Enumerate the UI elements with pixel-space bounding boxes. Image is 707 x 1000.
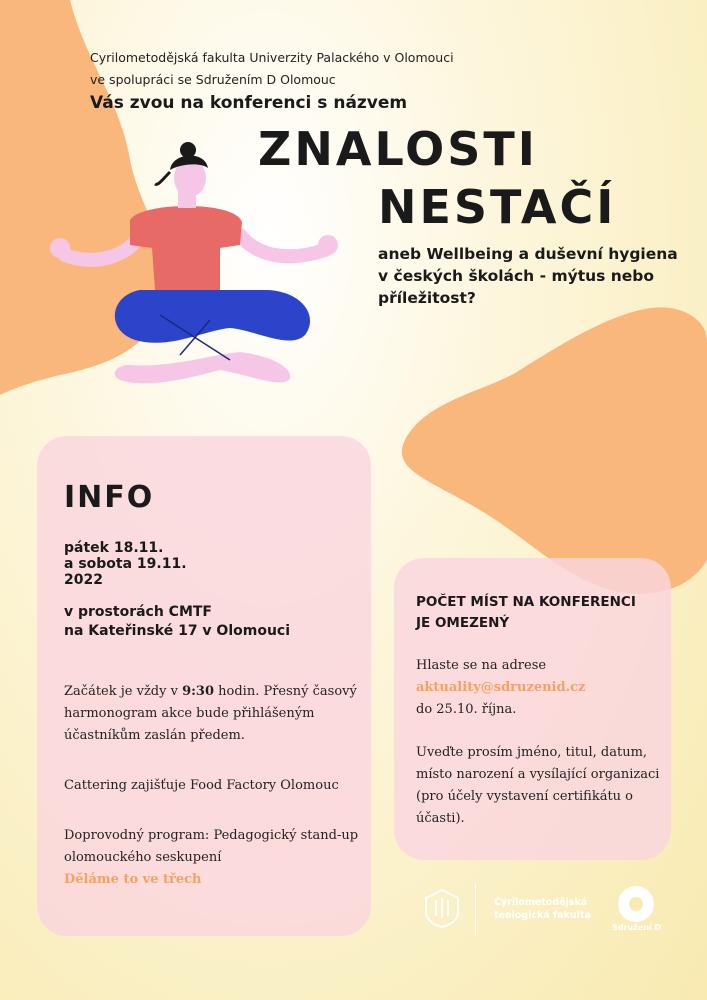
program-text: Doprovodný program: Pedagogický stand-up olomouckého seskupení (64, 828, 359, 865)
registration-details: Uveďte prosím jméno, titul, datum, místo narození a vysílající organizaci (pro účely vystavení certifikátu o účasti). (416, 745, 660, 826)
title-line-2: NESTAČÍ (378, 180, 617, 234)
faculty-logo-line-2: teologická fakulta (494, 910, 591, 921)
date-line-2: a sobota 19.11. (64, 556, 187, 572)
start-prefix: Začátek je vždy v (64, 684, 183, 699)
date-line-3: 2022 (64, 572, 103, 588)
contact-prefix: Hlaste se na adrese (416, 658, 547, 673)
email-link[interactable]: aktuality@sdruzenid.cz (416, 680, 586, 695)
date-line-1: pátek 18.11. (64, 540, 164, 556)
sdruzeni-d-logo-text: Sdružení D (612, 923, 662, 932)
subtitle: aneb Wellbeing a duševní hygiena v českých školách - mýtus nebo příležitost? (378, 245, 678, 307)
program-group-link[interactable]: Děláme to ve třech (64, 872, 202, 887)
deadline: do 25.10. října. (416, 702, 517, 717)
event-dates (64, 540, 187, 588)
intro-faculty: Cyrilometodějská fakulta Univerzity Palackého v Olomouci (90, 50, 454, 65)
place-line-1: v prostorách CMTF (64, 604, 212, 620)
faculty-logo-line-1: Cyrilometodějská (494, 897, 588, 908)
sdruzeni-d-logo-icon (616, 884, 656, 924)
start-suffix: hodin. Přesný časový harmonogram akce bude přihlášeným účastníkům zaslán předem. (64, 684, 357, 743)
program-info (64, 825, 364, 891)
event-place (64, 603, 290, 641)
catering-info: Cattering zajišťuje Food Factory Olomouc (64, 778, 339, 793)
registration-heading-line-1: POČET MÍST NA KONFERENCI (416, 594, 636, 610)
registration-heading (416, 592, 661, 634)
start-time: 9:30 (182, 684, 215, 699)
registration-contact (416, 655, 666, 721)
invite-line: Vás zvou na konferenci s názvem (90, 93, 408, 113)
start-info (64, 681, 364, 747)
place-line-2: na Kateřinské 17 v Olomouci (64, 623, 291, 639)
title-line-1: ZNALOSTI (258, 122, 538, 176)
logo-divider (475, 884, 476, 936)
faculty-logo-icon (422, 888, 462, 928)
registration-heading-line-2: JE OMEZENÝ (416, 615, 510, 631)
info-heading: INFO (64, 480, 155, 515)
intro-cooperation: ve spolupráci se Sdružením D Olomouc (90, 72, 336, 87)
meditation-illustration (30, 140, 350, 400)
faculty-logo-text (494, 896, 591, 922)
